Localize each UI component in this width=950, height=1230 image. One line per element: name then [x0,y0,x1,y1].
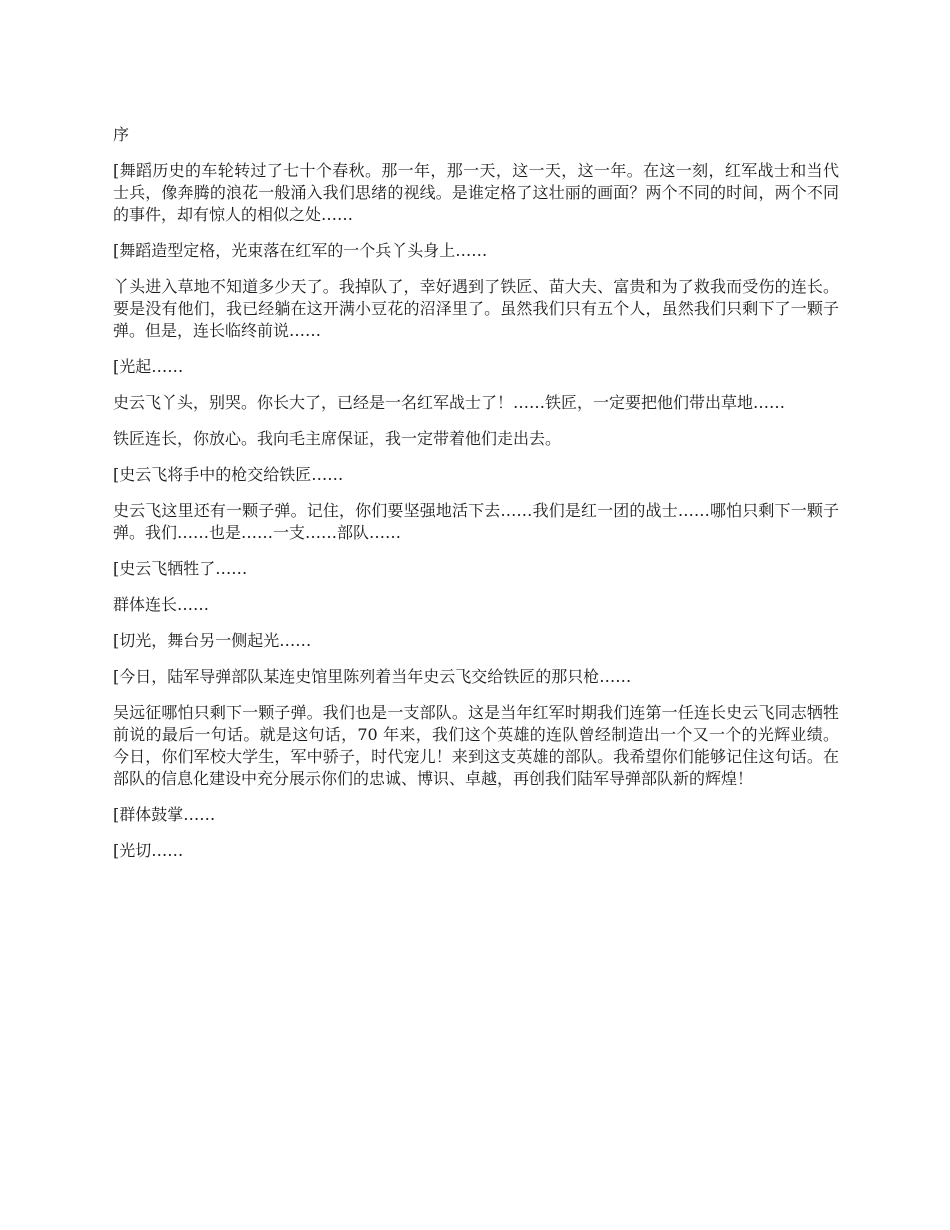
stage-direction: [切光，舞台另一侧起光…… [113,631,312,650]
dialogue-paragraph: 史云飞这里还有一颗子弹。记住，你们要坚强地活下去……我们是红一团的战士……哪怕只剩下一颗子弹。我们……也是……一支……部队…… [113,501,839,542]
stage-direction: [舞蹈造型定格，光束落在红军的一个兵丫头身上…… [113,241,488,260]
stage-direction: [光切…… [113,841,184,860]
dialogue-paragraph: 丫头进入草地不知道多少天了。我掉队了，幸好遇到了铁匠、苗大夫、富贵和为了救我而受伤的连长。要是没有他们，我已经躺在这开满小豆花的沼泽里了。虽然我们只有五个人，虽然我们只剩下了一颗子弹。但是，连长临终前说…… [113,277,839,340]
stage-direction: [群体鼓掌…… [113,805,216,824]
stage-direction: [舞蹈历史的车轮转过了七十个春秋。那一年，那一天，这一天，这一年。在这一刻，红军战士和当代士兵，像奔腾的浪花一般涌入我们思绪的视线。是谁定格了这壮丽的画面？两个不同的时间，两个不同的事件，却有惊人的相似之处…… [113,161,839,224]
dialogue-paragraph: 铁匠连长，你放心。我向毛主席保证，我一定带着他们走出去。 [113,429,562,448]
stage-direction: [今日，陆军导弹部队某连史馆里陈列着当年史云飞交给铁匠的那只枪…… [113,667,632,686]
stage-direction: [史云飞牺牲了…… [113,559,248,578]
stage-direction: [史云飞将手中的枪交给铁匠…… [113,465,344,484]
document-body [113,124,839,876]
stage-direction: [光起…… [113,357,184,376]
dialogue-paragraph: 吴远征哪怕只剩下一颗子弹。我们也是一支部队。这是当年红军时期我们连第一任连长史云飞同志牺牲前说的最后一句话。就是这句话，70 年来，我们这个英雄的连队曾经制造出一个又一个的光辉业绩。今日，你们军校大学生，军中骄子，时代宠儿！来到这支英雄的部队。我希望你们能够记住这句话。在部队的信息化建设中充分展示你们的忠诚、博识、卓越，再创我们陆军导弹部队新的辉煌！ [113,703,839,788]
dialogue-paragraph: 群体连长…… [113,595,210,614]
dialogue-paragraph: 史云飞丫头，别哭。你长大了，已经是一名红军战士了！……铁匠，一定要把他们带出草地…… [113,393,786,412]
heading-preface: 序 [113,125,130,144]
